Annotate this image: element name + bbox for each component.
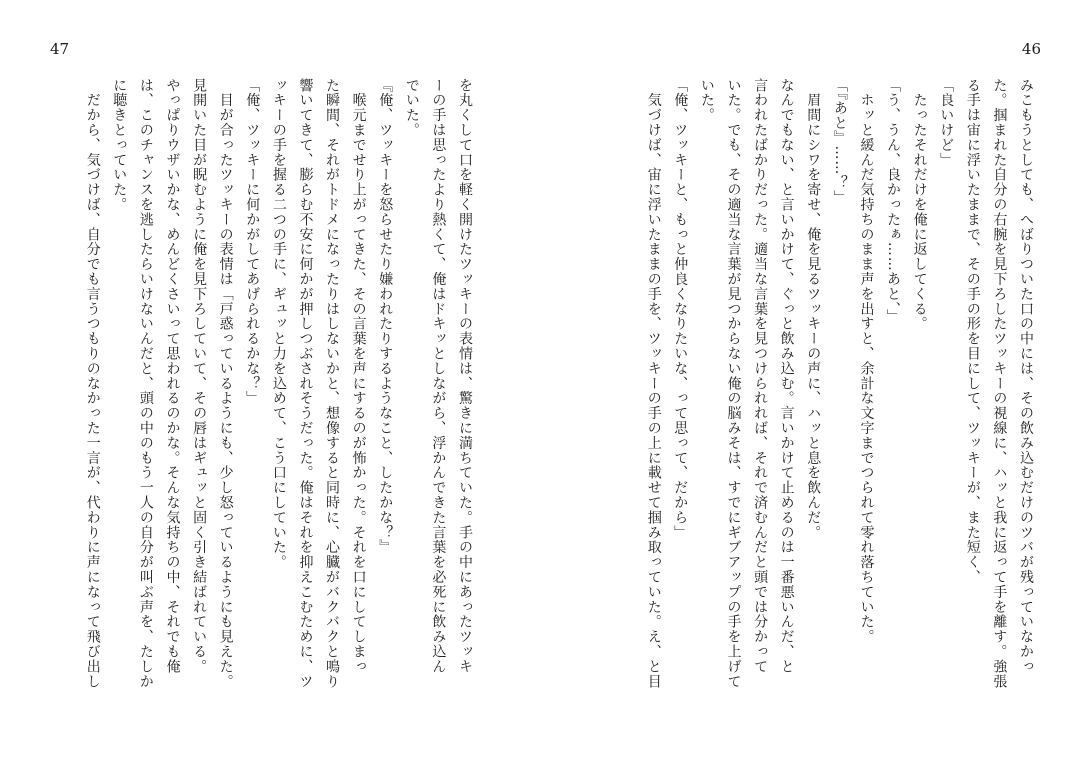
text-line: に聴きとっていた。 — [111, 78, 128, 213]
text-line: た瞬間、それがトドメになったりはしないかと、想像すると同時に、心臓がバクバクと鳴り — [324, 78, 341, 689]
text-line: た。掴まれた自分の右腕を見下ろしたツッキーの視線に、ハッと我に返って手を離す。強張 — [991, 78, 1008, 689]
text-line: る手は宙に浮いたままで、その手の形を目にして、ツッキーが、また短く、 — [964, 78, 981, 585]
text-line: 『俺、ツッキーを怒らせたり嫌われたりするようなこと、したかな？』 — [377, 78, 394, 555]
text-line: だから、気づけば、自分でも言うつもりのなかった一言が、代わりに声になって飛び出し — [84, 78, 101, 689]
text-line: 「『あと』……？」 — [831, 78, 848, 206]
text-line: を丸くして口を軽く開けたツッキーの表情は、驚きに満ちていた。手の中にあったツッキ — [457, 78, 473, 674]
text-line: ホッと緩んだ気持ちのまま声を出すと、余計な文字までつられて零れ落ちていた。 — [858, 78, 875, 645]
text-line: 響いてきて、膨らむ不安に何かが押しつぶされそうだった。俺はそれを抑えこむために、ツ — [297, 78, 314, 689]
page-left-text — [48, 78, 478, 718]
page-number-right: 46 — [1021, 40, 1041, 58]
text-line: なんでもない、と言いかけて、ぐっと飲み込む。言いかけて止めるのは一番悪いんだ、と — [778, 78, 795, 674]
text-line: 「う、うん、良かったぁ……あと、」 — [885, 78, 902, 325]
text-line: いた。 — [698, 78, 715, 123]
text-line: いた。でも、その適当な言葉が見つからない俺の脳みそは、すでにギブアップの手を上げて — [725, 78, 742, 689]
page-right-text — [559, 78, 1039, 718]
text-line: 「良いけど」 — [938, 78, 955, 168]
text-line: たったそれだけを俺に返してくる。 — [911, 78, 928, 332]
text-line: やっぱりウザいかな、めんどくさいって思われるのかな。そんな気持ちの中、それでも俺 — [164, 78, 181, 674]
text-line: 「俺、ツッキーと、もっと仲良くなりたいな、って思って、だから」 — [672, 78, 689, 540]
page-number-left: 47 — [50, 40, 70, 58]
text-line: 見開いた目が睨むように俺を見下ろしていて、その唇はギュッと固く引き結ばれている。 — [191, 78, 208, 674]
text-line: 目が合ったツッキーの表情は「戸惑っているようにも、少し怒っているようにも見えた。 — [217, 78, 234, 689]
text-line: 眉間にシワを寄せ、俺を見るツッキーの声に、ハッと息を飲んだ。 — [805, 78, 822, 540]
text-line: 言われたばかりだった。適当な言葉を見つけられれば、それで済むんだと頭では分かって — [752, 78, 769, 674]
text-line: 気づけば、宙に浮いたままの手を、ツッキーの手の上に載せて掴み取っていた。え、と目 — [645, 78, 662, 689]
text-line: ッキーの手を握る二つの手に、ギュッと力を込めて、こう口にしていた。 — [270, 78, 287, 570]
text-line: でいた。 — [403, 78, 420, 138]
text-line: 「俺、ツッキーに何かがしてあげられるかな？」 — [244, 78, 261, 406]
text-line: 喉元までせり上がってきた、その言葉を声にするのが怖かった。それを口にしてしまっ — [350, 78, 367, 674]
text-line: ーの手は思ったより熱くて、俺はドキッとしながら、浮かんできた言葉を必死に飲み込ん — [430, 78, 447, 674]
text-line: みこもうとしても、へばりついた口の中には、その飲み込むだけのツバが残っていなかっ — [1018, 78, 1034, 674]
text-line: は、このチャンスを逃したらいけないんだと、頭の中のもう一人の自分が叫ぶ声を、たしか — [137, 78, 154, 689]
